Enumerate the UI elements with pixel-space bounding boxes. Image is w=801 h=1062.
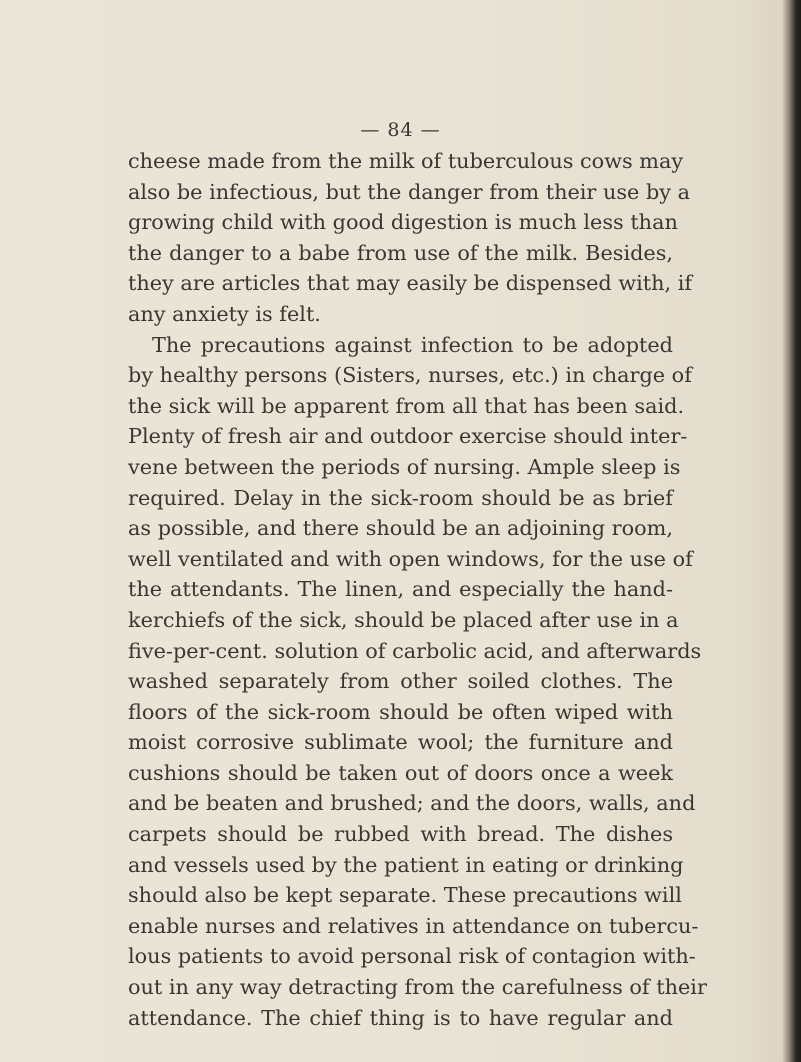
text-line: lous patients to avoid personal risk of contagion with- [128,944,696,969]
page-binding-edge [783,0,801,1062]
text-line: attendance. The chief thing is to have regular and [128,1005,673,1030]
text-line: vene between the periods of nursing. Ample sleep is [128,454,681,479]
text-line: growing child with good digestion is much less than [128,210,678,235]
text-line: the sick will be apparent from all that has been said. [128,393,685,418]
text-line: required. Delay in the sick-room should be as brief [128,485,673,510]
text-line: as possible, and there should be an adjoining room, [128,516,673,541]
text-line: cushions should be taken out of doors once a week [128,760,673,785]
text-line: out in any way detracting from the carefulness of their [128,975,707,1000]
text-line: cheese made from the milk of tuberculous cows may [128,149,684,173]
body-text [128,146,707,1033]
text-line: and be beaten and brushed; and the doors, walls, and [128,791,696,816]
text-line: moist corrosive sublimate wool; the furniture and [128,730,673,755]
text-line: the danger to a babe from use of the milk. Besides, [128,240,673,265]
text-line: should also be kept separate. These precautions will [128,883,682,908]
text-line: washed separately from other soiled clothes. The [128,669,673,694]
text-line: carpets should be rubbed with bread. The dishes [128,822,673,847]
text-line: enable nurses and relatives in attendance on tubercu- [128,913,699,938]
text-line: well ventilated and with open windows, for the use of [128,546,693,571]
text-line: also be infectious, but the danger from their use by a [128,179,691,204]
text-line: they are articles that may easily be dispensed with, if [128,271,693,296]
page-number: — 84 — [360,119,441,141]
text-line: by healthy persons (Sisters, nurses, etc.) in charge of [128,363,692,388]
text-line: any anxiety is felt. [128,301,321,326]
text-line: and vessels used by the patient in eating or drinking [128,852,684,877]
text-line: the attendants. The linen, and especially the hand- [128,577,673,602]
text-line: The precautions against infection to be adopted [152,332,673,357]
text-line: kerchiefs of the sick, should be placed after use in a [128,607,679,632]
text-line: five-per-cent. solution of carbolic acid, and afterwards [128,638,702,663]
text-line: Plenty of fresh air and outdoor exercise should inter- [128,424,688,449]
text-line: floors of the sick-room should be often wiped with [128,699,673,724]
